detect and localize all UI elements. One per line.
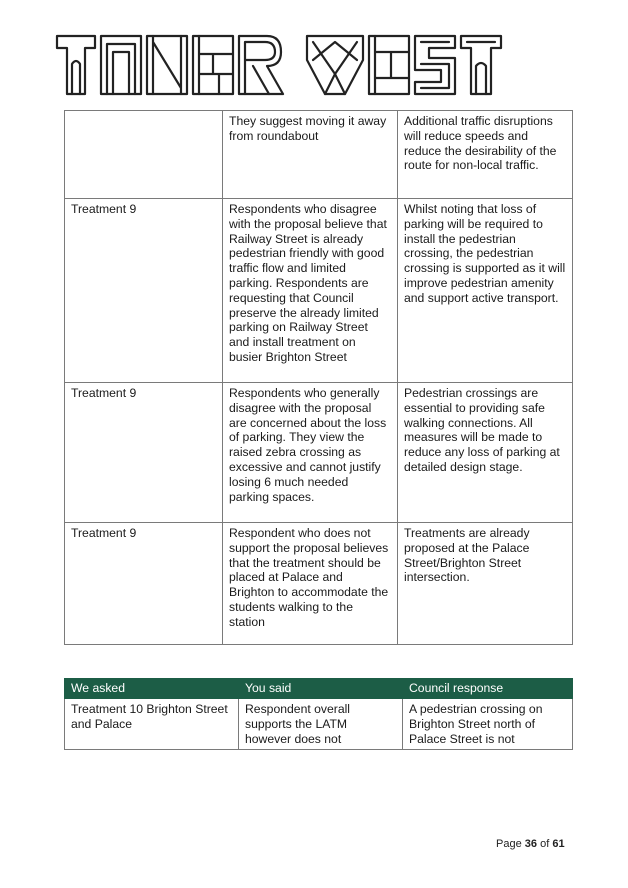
logo-letter-t: [461, 36, 501, 94]
logo-letter-i: [57, 36, 95, 94]
logo-letter-w: [307, 36, 363, 94]
table-row: [65, 523, 573, 645]
you-said-cell: Respondents who generally disagree with the proposal are concerned about the loss of parking. They view the raised zebra crossing as excessive and cannot justify losing 6 much needed parking spaces.: [223, 383, 398, 523]
header-you-said: You said: [239, 679, 403, 699]
item-cell: Treatment 9: [65, 383, 223, 523]
you-said-cell: They suggest moving it away from roundabout: [223, 111, 398, 199]
table-row: [65, 699, 573, 750]
table-row: [65, 383, 573, 523]
consultation-table: [64, 678, 573, 750]
response-cell: Additional traffic disruptions will reduce speeds and reduce the desirability of the route for non-local traffic.: [398, 111, 573, 199]
item-cell: Treatment 10 Brighton Street and Palace: [65, 699, 239, 750]
of-label: of: [540, 838, 550, 850]
response-cell: Pedestrian crossings are essential to providing safe walking connections. All measures will be made to reduce any loss of parking at detailed design stage.: [398, 383, 573, 523]
header-we-asked: We asked: [65, 679, 239, 699]
page-label: Page: [496, 838, 522, 850]
you-said-cell: Respondent overall supports the LATM however does not: [239, 699, 403, 750]
item-cell: Treatment 9: [65, 523, 223, 645]
logo-letter-e-2: [369, 36, 409, 94]
you-said-cell: Respondents who disagree with the proposal believe that Railway Street is already pedestrian friendly with good traffic flow and limited parking. Respondents are requesting that Council preserve the already limited parking on Railway Street and install treatment on busier Brighton Street: [223, 199, 398, 383]
response-cell: Treatments are already proposed at the Palace Street/Brighton Street intersection.: [398, 523, 573, 645]
total-pages: 61: [552, 838, 565, 850]
you-said-cell: Respondent who does not support the proposal believes that the treatment should be placed at Palace and Brighton to accommodate the students walking to the station: [223, 523, 398, 645]
item-cell: [65, 111, 223, 199]
inner-west-logo: [55, 34, 535, 96]
header-council-response: Council response: [403, 679, 573, 699]
response-cell: Whilst noting that loss of parking will be required to install the pedestrian crossing, the pedestrian crossing is supported as it will improve pedestrian amenity and support active transport.: [398, 199, 573, 383]
table-row: [65, 199, 573, 383]
item-cell: Treatment 9: [65, 199, 223, 383]
table-header-row: [65, 679, 573, 699]
table-row: [65, 111, 573, 199]
logo-letter-r: [239, 36, 283, 94]
response-cell: A pedestrian crossing on Brighton Street north of Palace Street is not: [403, 699, 573, 750]
logo-letter-n: [101, 36, 141, 94]
logo-letter-s: [415, 36, 455, 94]
continuation-table: [64, 110, 573, 645]
page-number: 36: [524, 838, 538, 850]
logo-letter-e: [193, 36, 233, 94]
logo-letter-n-2: [147, 36, 187, 94]
page-footer: [496, 838, 565, 850]
